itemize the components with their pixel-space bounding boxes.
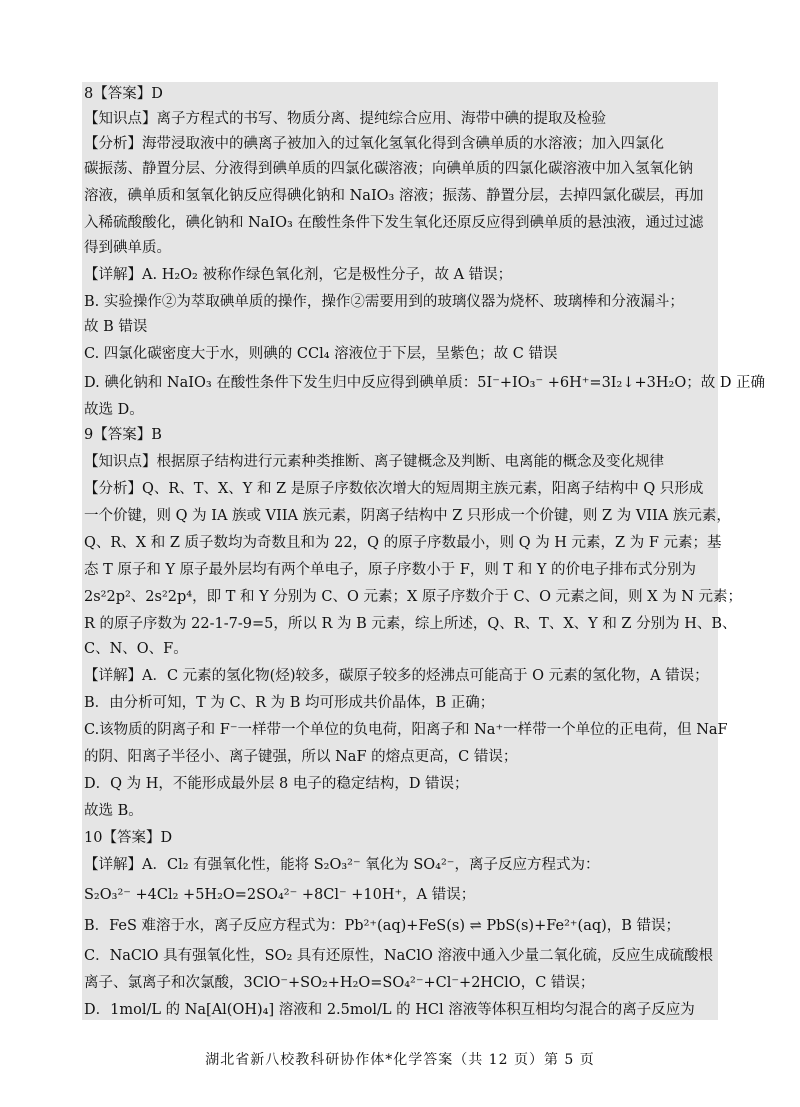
text-line: D．Q 为 H，不能形成最外层 8 电子的稳定结构，D 错误； [84,776,469,792]
text-line: 8【答案】D [84,86,163,102]
answer-content [82,82,766,1020]
text-line: D. 碘化钠和 NaIO₃ 在酸性条件下发生归中反应得到碘单质：5I⁻+IO₃⁻ +6H⁺=3I₂↓+3H₂O；故 D 正确 [84,375,766,391]
text-line: R 的原子序数为 22-1-7-9=5，所以 R 为 B 元素，综上所述，Q、R、T、X、Y 和 Z 分别为 H、B、 [84,616,737,632]
text-line: 【知识点】根据原子结构进行元素种类推断、离子键概念及判断、电离能的概念及变化规律 [84,454,664,470]
text-line: C．NaClO 具有强氧化性，SO₂ 具有还原性，NaClO 溶液中通入少量二氧化硫，反应生成硫酸根 [84,948,713,964]
text-line: Q、R、X 和 Z 质子数均为奇数且和为 22，Q 的原子序数最小，则 Q 为 H 元素，Z 为 F 元素；基 [84,535,722,551]
text-line: C. 四氯化碳密度大于水，则碘的 CCl₄ 溶液位于下层，呈紫色；故 C 错误 [84,346,558,362]
text-line: 【详解】A. H₂O₂ 被称作绿色氧化剂，它是极性分子，故 A 错误； [84,267,513,283]
text-line: 【详解】A．Cl₂ 有强氧化性，能将 S₂O₃²⁻ 氧化为 SO₄²⁻，离子反应方程式为： [84,857,600,873]
text-line: 一个价键，则 Q 为 IA 族或 VIIA 族元素，阴离子结构中 Z 只形成一个价键，则 Z 为 VIIA 族元素， [84,508,731,524]
text-line: 【分析】Q、R、T、X、Y 和 Z 是原子序数依次增大的短周期主族元素，阳离子结构中 Q 只形成 [84,481,704,497]
page-footer: 湖北省新八校教科研协作体*化学答案（共 12 页）第 5 页 [205,1052,595,1068]
text-line: 离子、氯离子和次氯酸，3ClO⁻+SO₂+H₂O=SO₄²⁻+Cl⁻+2HClO，C 错误； [84,975,595,991]
text-line: 态 T 原子和 Y 原子最外层均有两个单电子，原子序数小于 F，则 T 和 Y 的价电子排布式分别为 [84,562,697,578]
text-line: 【分析】海带浸取液中的碘离子被加入的过氧化氢氧化得到含碘单质的水溶液；加入四氯化 [84,136,664,152]
text-line: D．1mol/L 的 Na[Al(OH)₄] 溶液和 2.5mol/L 的 HCl 溶液等体积互相均匀混合的离子反应为 [84,1002,695,1018]
text-line: 2s²2p²、2s²2p⁴，即 T 和 Y 分别为 C、O 元素；X 原子序数介于 C、O 元素之间，则 X 为 N 元素； [84,589,743,605]
text-line: 入稀硫酸酸化，碘化钠和 NaIO₃ 在酸性条件下发生氧化还原反应得到碘单质的悬浊液，通过过滤 [84,215,704,231]
text-line: 故 B 错误 [84,319,148,335]
text-line: 故选 D。 [84,402,144,418]
text-line: 10【答案】D [84,830,173,846]
text-line: 溶液，碘单质和氢氧化钠反应得碘化钠和 NaIO₃ 溶液；振荡、静置分层，去掉四氯化碳层，再加 [84,188,704,204]
text-line: C、N、O、F。 [84,641,188,657]
text-line: 9【答案】B [84,427,162,443]
text-line: 【知识点】离子方程式的书写、物质分离、提纯综合应用、海带中碘的提取及检验 [84,111,606,127]
text-line: 【详解】A．C 元素的氢化物(烃)较多，碳原子较多的烃沸点可能高于 O 元素的氢化物，A 错误； [84,668,709,684]
text-line: 的阴、阳离子半径小、离子键强，所以 NaF 的熔点更高，C 错误； [84,749,518,765]
text-line: 碳振荡、静置分层、分液得到碘单质的四氯化碳溶液；向碘单质的四氯化碳溶液中加入氢氧化钠 [84,161,693,177]
text-line: 得到碘单质。 [84,240,171,256]
text-line: 故选 B。 [84,803,143,819]
text-line: B. 实验操作②为萃取碘单质的操作，操作②需要用到的玻璃仪器为烧杯、玻璃棒和分液漏斗； [84,294,684,310]
text-line: C.该物质的阴离子和 F⁻一样带一个单位的负电荷，阳离子和 Na⁺一样带一个单位的正电荷，但 NaF [84,722,728,738]
text-line: S₂O₃²⁻ +4Cl₂ +5H₂O=2SO₄²⁻ +8Cl⁻ +10H⁺，A 错误； [84,887,476,903]
text-line: B．FeS 难溶于水，离子反应方程式为：Pb²⁺(aq)+FeS(s) ⇌ PbS(s)+Fe²⁺(aq)，B 错误； [84,918,681,934]
text-line: B．由分析可知，T 为 C、R 为 B 均可形成共价晶体，B 正确； [84,695,495,711]
